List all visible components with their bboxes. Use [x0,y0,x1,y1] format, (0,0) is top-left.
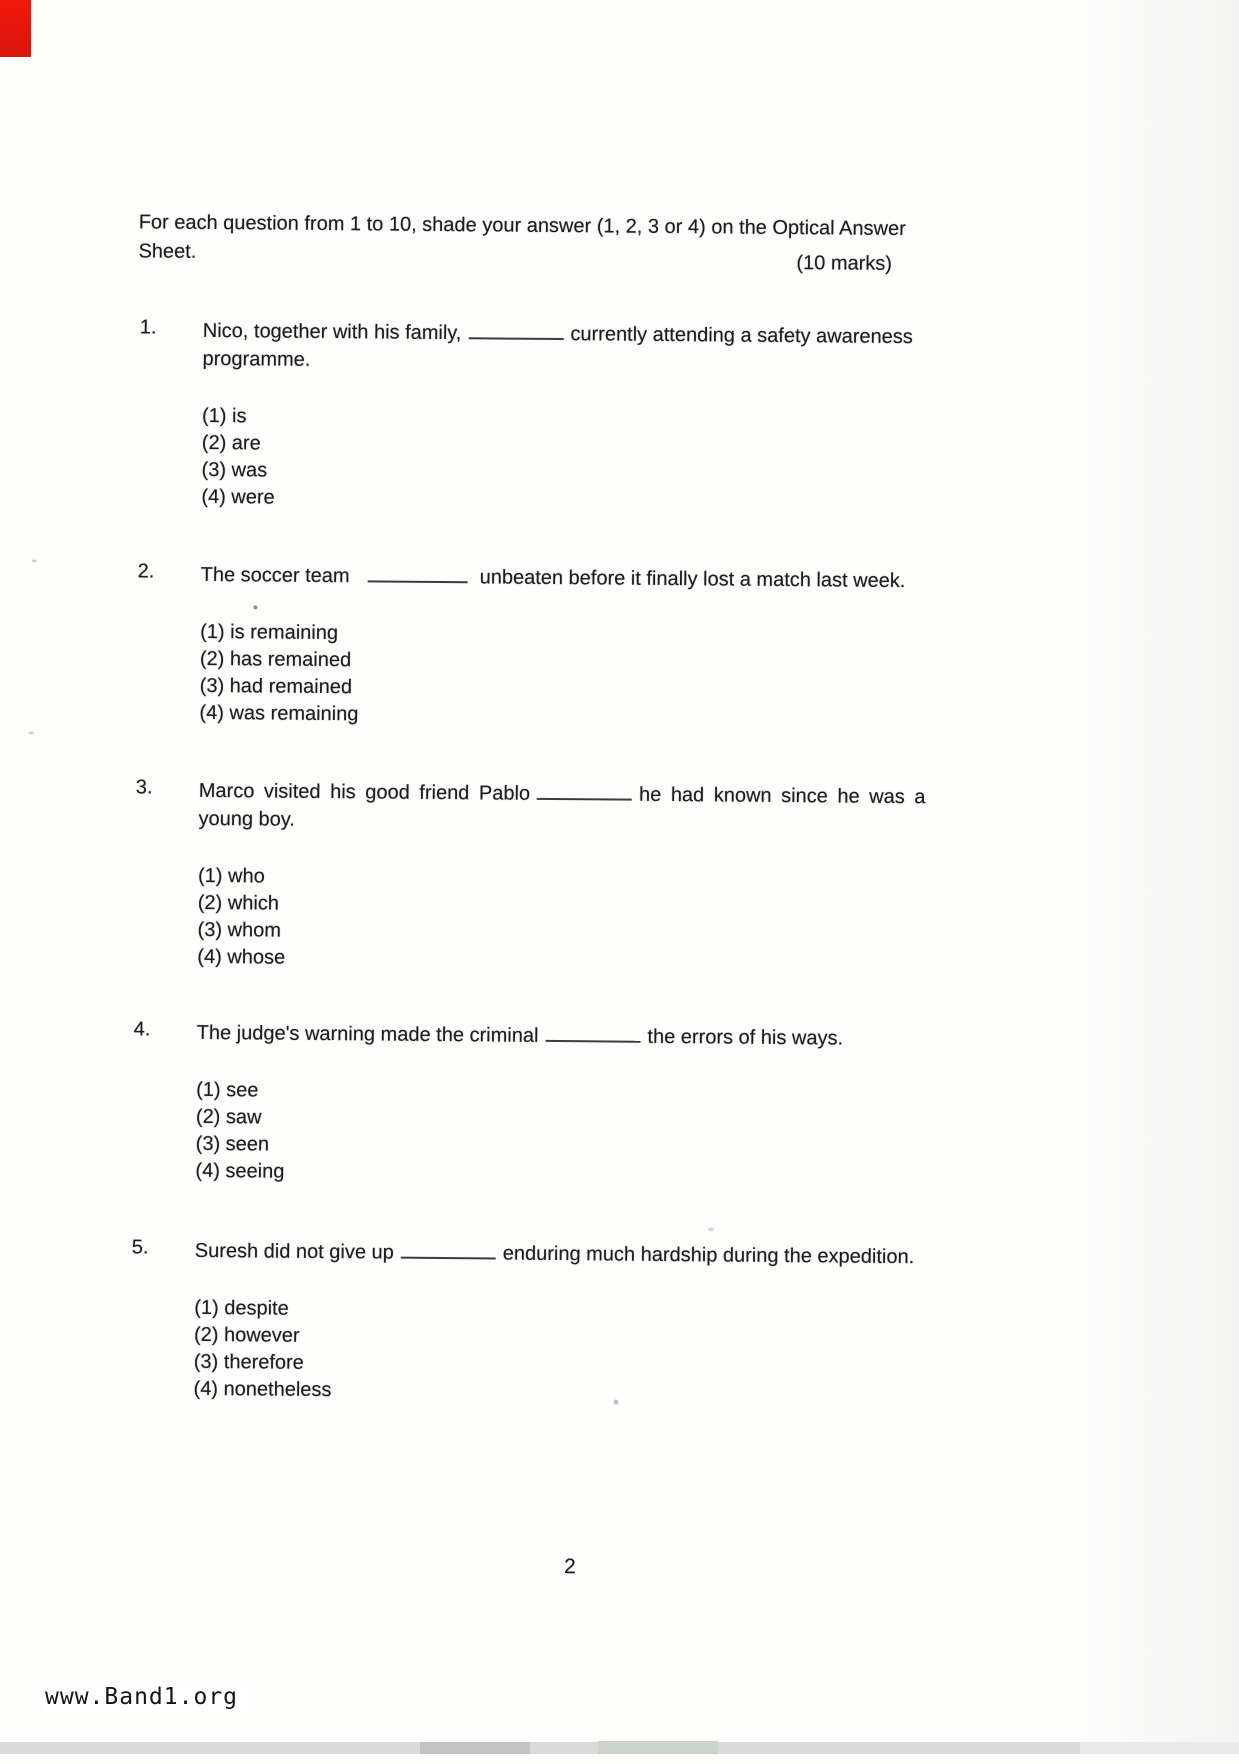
question-text: The judge's warning made the criminal the errors of his ways. [196,1021,844,1050]
answer-option: (3) whom [197,918,282,942]
answer-option: (1) see [196,1078,259,1102]
question-text: The soccer team unbeaten before it finally lost a match last week. [200,563,906,593]
answer-blank [537,785,632,801]
scan-edge-segment [1080,1742,1239,1754]
answer-option: (2) which [197,891,280,915]
instruction-line2: Sheet. [138,240,197,263]
answer-option: (4) were [201,485,275,509]
instruction-line1: For each question from 1 to 10, shade your answer (1, 2, 3 or 4) on the Optical Answer [138,211,906,241]
question-2 [0,559,1235,726]
bottom-scan-edge [0,1742,1239,1754]
question-number: 1. [139,316,157,339]
answer-option: (3) had remained [199,674,353,699]
question-1 [0,315,1237,509]
options-list [195,1077,1026,1192]
scan-speck [708,1227,714,1231]
answer-blank [401,1244,496,1260]
marks-label: (10 marks) [796,252,893,275]
answer-blank [468,324,563,340]
scan-edge-segment [598,1741,718,1754]
scan-speck [32,559,37,562]
options-list [201,403,1032,518]
question-number: 4. [133,1018,151,1041]
answer-option: (3) seen [195,1132,270,1156]
answer-option: (1) despite [194,1296,289,1320]
question-text: Marco visited his good friend Pablo he had known since he was a [198,779,926,809]
scan-speck [613,1400,618,1405]
answer-option: (3) was [201,458,268,482]
answer-option: (2) has remained [199,647,352,672]
page-number: 2 [563,1555,576,1579]
answer-blank [368,567,468,583]
scan-speck [253,605,257,609]
question-4 [0,1017,1231,1183]
scan-edge-segment [420,1742,530,1754]
question-text: Nico, together with his family, currently attending a safety awareness [202,319,913,349]
answer-option: (3) therefore [193,1350,304,1374]
question-3 [0,775,1233,969]
options-list [197,863,1028,978]
answer-option: (4) seeing [195,1159,285,1183]
question-5 [0,1235,1229,1402]
question-number: 2. [137,560,155,583]
answer-blank [545,1027,640,1043]
answer-option: (4) nonetheless [193,1377,332,1402]
question-text-line2: young boy. [198,807,296,831]
question-text-line2: programme. [202,347,311,371]
answer-option: (4) was remaining [199,701,359,726]
answer-option: (1) is [201,404,247,428]
answer-option: (1) is remaining [200,620,339,645]
scan-speck [28,731,34,734]
answer-option: (2) are [201,431,261,455]
options-list [193,1295,1024,1410]
answer-option: (4) whose [197,945,286,969]
answer-option: (2) however [193,1323,300,1347]
question-text: Suresh did not give up enduring much hardship during the expedition. [194,1239,915,1269]
options-list [199,619,1030,734]
question-number: 3. [135,776,153,799]
answer-option: (2) saw [195,1105,262,1129]
red-corner-mark [0,0,31,57]
site-watermark: www.Band1.org [43,1683,248,1712]
question-number: 5. [131,1236,149,1259]
answer-option: (1) who [197,864,265,888]
